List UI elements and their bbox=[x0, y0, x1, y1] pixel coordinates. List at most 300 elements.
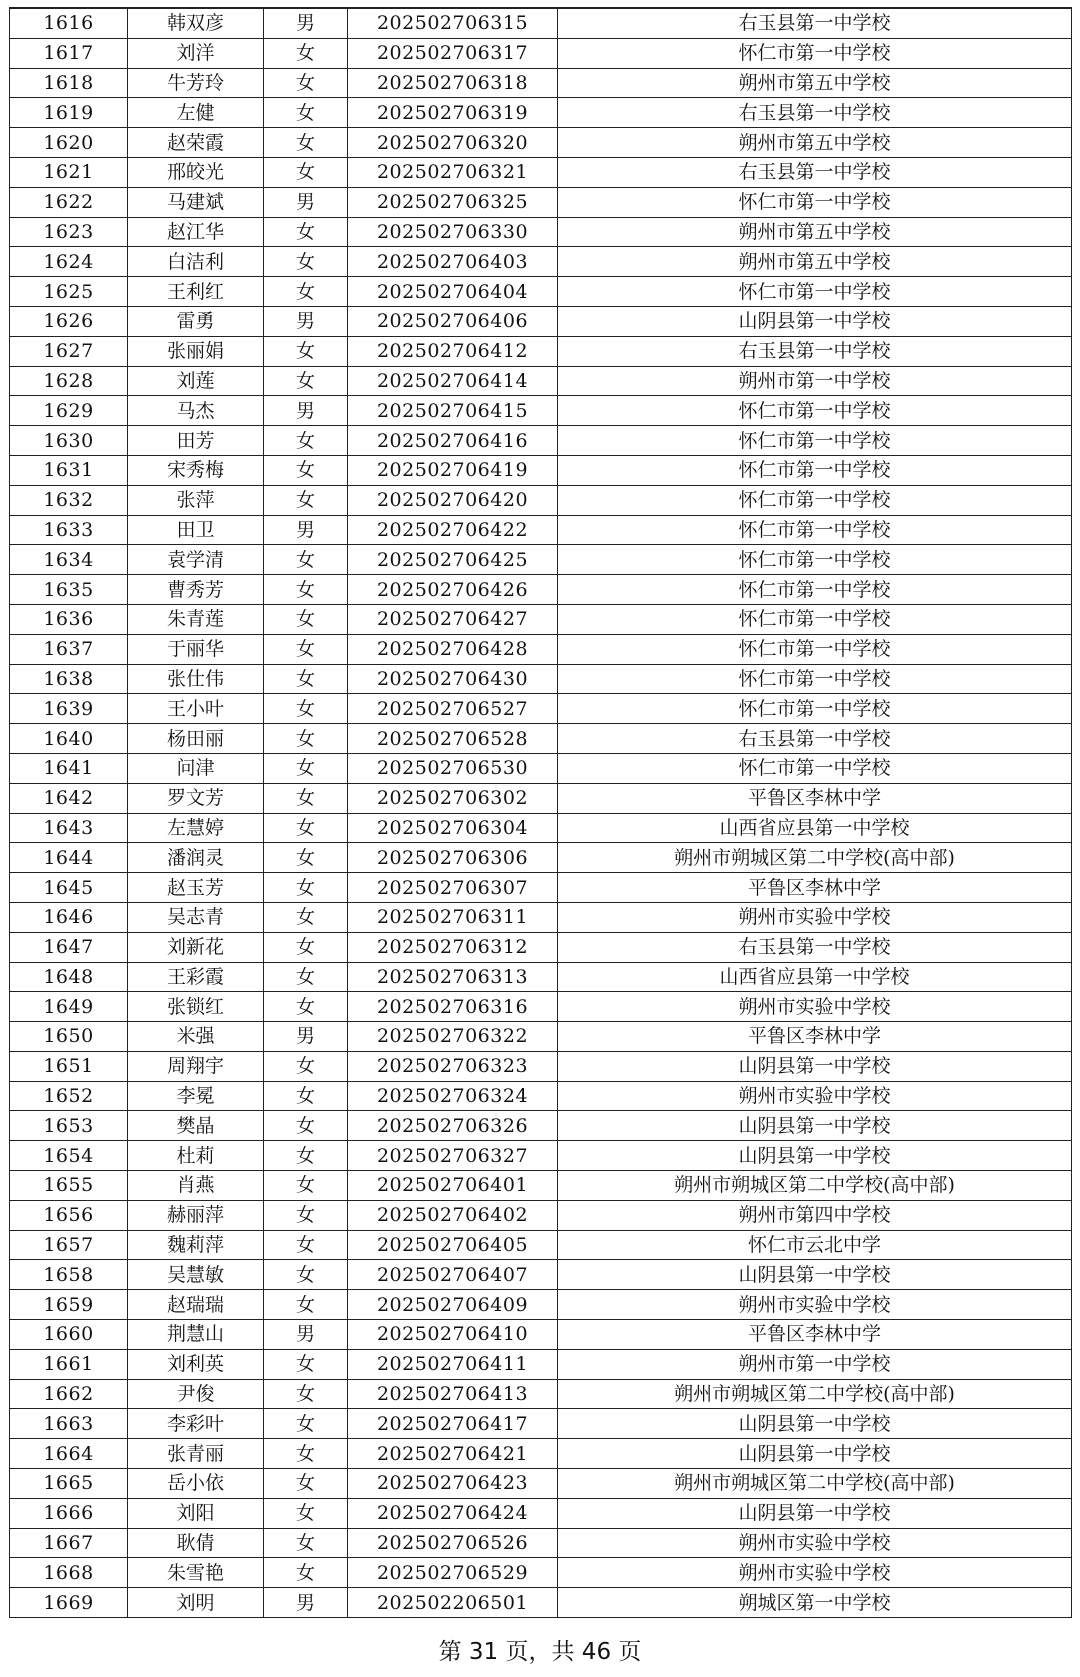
gender-cell: 女 bbox=[264, 1379, 348, 1409]
gender-cell: 女 bbox=[264, 545, 348, 575]
school-cell: 怀仁市第一中学校 bbox=[558, 604, 1072, 634]
name-cell: 荆慧山 bbox=[128, 1320, 264, 1350]
exam-id-cell: 202502706428 bbox=[348, 634, 558, 664]
gender-cell: 女 bbox=[264, 1409, 348, 1439]
table-row bbox=[10, 1320, 1072, 1350]
school-cell: 平鲁区李林中学 bbox=[558, 873, 1072, 903]
gender-cell: 女 bbox=[264, 455, 348, 485]
school-cell: 怀仁市第一中学校 bbox=[558, 455, 1072, 485]
table-row bbox=[10, 396, 1072, 426]
name-cell: 雷勇 bbox=[128, 306, 264, 336]
exam-id-cell: 202502706324 bbox=[348, 1081, 558, 1111]
seq-number-cell: 1623 bbox=[10, 217, 128, 247]
seq-number-cell: 1627 bbox=[10, 336, 128, 366]
school-cell: 山阴县第一中学校 bbox=[558, 306, 1072, 336]
seq-number-cell: 1647 bbox=[10, 932, 128, 962]
school-cell: 山阴县第一中学校 bbox=[558, 1141, 1072, 1171]
school-cell: 怀仁市云北中学 bbox=[558, 1230, 1072, 1260]
gender-cell: 男 bbox=[264, 1320, 348, 1350]
gender-cell: 女 bbox=[264, 1230, 348, 1260]
table-row bbox=[10, 724, 1072, 754]
school-cell: 平鲁区李林中学 bbox=[558, 1022, 1072, 1052]
exam-id-cell: 202502706307 bbox=[348, 873, 558, 903]
table-row bbox=[10, 753, 1072, 783]
school-cell: 朔州市第一中学校 bbox=[558, 1349, 1072, 1379]
school-cell: 怀仁市第一中学校 bbox=[558, 187, 1072, 217]
school-cell: 右玉县第一中学校 bbox=[558, 8, 1072, 38]
name-cell: 袁学清 bbox=[128, 545, 264, 575]
table-row bbox=[10, 1230, 1072, 1260]
gender-cell: 女 bbox=[264, 1111, 348, 1141]
table-row bbox=[10, 575, 1072, 605]
exam-id-cell: 202502706416 bbox=[348, 426, 558, 456]
school-cell: 山西省应县第一中学校 bbox=[558, 962, 1072, 992]
name-cell: 樊晶 bbox=[128, 1111, 264, 1141]
table-row bbox=[10, 98, 1072, 128]
exam-id-cell: 202502706403 bbox=[348, 247, 558, 277]
name-cell: 马杰 bbox=[128, 396, 264, 426]
school-cell: 朔州市第四中学校 bbox=[558, 1200, 1072, 1230]
table-row bbox=[10, 455, 1072, 485]
school-cell: 怀仁市第一中学校 bbox=[558, 426, 1072, 456]
seq-number-cell: 1626 bbox=[10, 306, 128, 336]
seq-number-cell: 1656 bbox=[10, 1200, 128, 1230]
gender-cell: 女 bbox=[264, 366, 348, 396]
school-cell: 朔州市实验中学校 bbox=[558, 902, 1072, 932]
table-row bbox=[10, 1588, 1072, 1618]
roster-table-body bbox=[10, 8, 1072, 1618]
seq-number-cell: 1635 bbox=[10, 575, 128, 605]
table-row bbox=[10, 545, 1072, 575]
school-cell: 怀仁市第一中学校 bbox=[558, 38, 1072, 68]
exam-id-cell: 202502706423 bbox=[348, 1469, 558, 1499]
exam-id-cell: 202502706414 bbox=[348, 366, 558, 396]
name-cell: 左健 bbox=[128, 98, 264, 128]
table-row bbox=[10, 664, 1072, 694]
gender-cell: 女 bbox=[264, 247, 348, 277]
gender-cell: 女 bbox=[264, 1290, 348, 1320]
seq-number-cell: 1664 bbox=[10, 1439, 128, 1469]
school-cell: 怀仁市第一中学校 bbox=[558, 575, 1072, 605]
school-cell: 右玉县第一中学校 bbox=[558, 157, 1072, 187]
seq-number-cell: 1629 bbox=[10, 396, 128, 426]
name-cell: 王彩霞 bbox=[128, 962, 264, 992]
gender-cell: 男 bbox=[264, 396, 348, 426]
seq-number-cell: 1648 bbox=[10, 962, 128, 992]
exam-id-cell: 202502706320 bbox=[348, 128, 558, 158]
school-cell: 右玉县第一中学校 bbox=[558, 932, 1072, 962]
exam-id-cell: 202502706323 bbox=[348, 1051, 558, 1081]
table-row bbox=[10, 277, 1072, 307]
exam-id-cell: 202502706420 bbox=[348, 485, 558, 515]
seq-number-cell: 1666 bbox=[10, 1498, 128, 1528]
seq-number-cell: 1638 bbox=[10, 664, 128, 694]
school-cell: 朔州市实验中学校 bbox=[558, 1528, 1072, 1558]
table-row bbox=[10, 187, 1072, 217]
exam-id-cell: 202502706526 bbox=[348, 1528, 558, 1558]
table-row bbox=[10, 1528, 1072, 1558]
roster-page bbox=[9, 7, 1071, 1618]
name-cell: 赫丽萍 bbox=[128, 1200, 264, 1230]
table-row bbox=[10, 1022, 1072, 1052]
exam-id-cell: 202502706322 bbox=[348, 1022, 558, 1052]
name-cell: 刘明 bbox=[128, 1588, 264, 1618]
gender-cell: 女 bbox=[264, 1439, 348, 1469]
school-cell: 怀仁市第一中学校 bbox=[558, 753, 1072, 783]
seq-number-cell: 1657 bbox=[10, 1230, 128, 1260]
exam-id-cell: 202502706527 bbox=[348, 694, 558, 724]
name-cell: 耿倩 bbox=[128, 1528, 264, 1558]
name-cell: 杜莉 bbox=[128, 1141, 264, 1171]
exam-id-cell: 202502706529 bbox=[348, 1558, 558, 1588]
table-row bbox=[10, 1200, 1072, 1230]
name-cell: 马建斌 bbox=[128, 187, 264, 217]
seq-number-cell: 1625 bbox=[10, 277, 128, 307]
school-cell: 山阴县第一中学校 bbox=[558, 1051, 1072, 1081]
seq-number-cell: 1631 bbox=[10, 455, 128, 485]
exam-id-cell: 202502706312 bbox=[348, 932, 558, 962]
school-cell: 朔州市第一中学校 bbox=[558, 366, 1072, 396]
exam-id-cell: 202502706427 bbox=[348, 604, 558, 634]
seq-number-cell: 1655 bbox=[10, 1171, 128, 1201]
school-cell: 朔州市第五中学校 bbox=[558, 68, 1072, 98]
gender-cell: 女 bbox=[264, 485, 348, 515]
seq-number-cell: 1643 bbox=[10, 813, 128, 843]
school-cell: 平鲁区李林中学 bbox=[558, 1320, 1072, 1350]
name-cell: 张萍 bbox=[128, 485, 264, 515]
seq-number-cell: 1622 bbox=[10, 187, 128, 217]
seq-number-cell: 1652 bbox=[10, 1081, 128, 1111]
school-cell: 山阴县第一中学校 bbox=[558, 1409, 1072, 1439]
roster-table bbox=[9, 7, 1072, 1618]
exam-id-cell: 202502706404 bbox=[348, 277, 558, 307]
school-cell: 怀仁市第一中学校 bbox=[558, 396, 1072, 426]
seq-number-cell: 1624 bbox=[10, 247, 128, 277]
school-cell: 怀仁市第一中学校 bbox=[558, 634, 1072, 664]
gender-cell: 女 bbox=[264, 1260, 348, 1290]
seq-number-cell: 1669 bbox=[10, 1588, 128, 1618]
exam-id-cell: 202502706419 bbox=[348, 455, 558, 485]
school-cell: 山阴县第一中学校 bbox=[558, 1498, 1072, 1528]
seq-number-cell: 1668 bbox=[10, 1558, 128, 1588]
seq-number-cell: 1649 bbox=[10, 992, 128, 1022]
gender-cell: 女 bbox=[264, 783, 348, 813]
school-cell: 右玉县第一中学校 bbox=[558, 724, 1072, 754]
table-row bbox=[10, 515, 1072, 545]
seq-number-cell: 1642 bbox=[10, 783, 128, 813]
name-cell: 刘新花 bbox=[128, 932, 264, 962]
school-cell: 怀仁市第一中学校 bbox=[558, 485, 1072, 515]
table-row bbox=[10, 932, 1072, 962]
seq-number-cell: 1633 bbox=[10, 515, 128, 545]
name-cell: 韩双彦 bbox=[128, 8, 264, 38]
name-cell: 王利红 bbox=[128, 277, 264, 307]
gender-cell: 女 bbox=[264, 98, 348, 128]
table-row bbox=[10, 247, 1072, 277]
school-cell: 朔州市实验中学校 bbox=[558, 1290, 1072, 1320]
seq-number-cell: 1660 bbox=[10, 1320, 128, 1350]
exam-id-cell: 202502706415 bbox=[348, 396, 558, 426]
exam-id-cell: 202502706409 bbox=[348, 1290, 558, 1320]
name-cell: 吴慧敏 bbox=[128, 1260, 264, 1290]
gender-cell: 女 bbox=[264, 128, 348, 158]
seq-number-cell: 1645 bbox=[10, 873, 128, 903]
table-row bbox=[10, 992, 1072, 1022]
name-cell: 魏莉萍 bbox=[128, 1230, 264, 1260]
name-cell: 李彩叶 bbox=[128, 1409, 264, 1439]
gender-cell: 男 bbox=[264, 515, 348, 545]
exam-id-cell: 202502706528 bbox=[348, 724, 558, 754]
exam-id-cell: 202502706330 bbox=[348, 217, 558, 247]
exam-id-cell: 202502706410 bbox=[348, 1320, 558, 1350]
table-row bbox=[10, 485, 1072, 515]
name-cell: 潘润灵 bbox=[128, 843, 264, 873]
exam-id-cell: 202502706402 bbox=[348, 1200, 558, 1230]
table-row bbox=[10, 873, 1072, 903]
seq-number-cell: 1628 bbox=[10, 366, 128, 396]
exam-id-cell: 202502706321 bbox=[348, 157, 558, 187]
seq-number-cell: 1661 bbox=[10, 1349, 128, 1379]
gender-cell: 女 bbox=[264, 813, 348, 843]
table-row bbox=[10, 604, 1072, 634]
table-row bbox=[10, 38, 1072, 68]
exam-id-cell: 202502706304 bbox=[348, 813, 558, 843]
exam-id-cell: 202502706417 bbox=[348, 1409, 558, 1439]
name-cell: 朱青莲 bbox=[128, 604, 264, 634]
gender-cell: 女 bbox=[264, 426, 348, 456]
table-row bbox=[10, 8, 1072, 38]
exam-id-cell: 202502706319 bbox=[348, 98, 558, 128]
gender-cell: 女 bbox=[264, 1200, 348, 1230]
table-row bbox=[10, 336, 1072, 366]
table-row bbox=[10, 217, 1072, 247]
gender-cell: 女 bbox=[264, 277, 348, 307]
gender-cell: 女 bbox=[264, 1498, 348, 1528]
school-cell: 朔州市实验中学校 bbox=[558, 1558, 1072, 1588]
exam-id-cell: 202502706412 bbox=[348, 336, 558, 366]
exam-id-cell: 202502706426 bbox=[348, 575, 558, 605]
gender-cell: 男 bbox=[264, 1022, 348, 1052]
gender-cell: 男 bbox=[264, 1588, 348, 1618]
gender-cell: 女 bbox=[264, 1051, 348, 1081]
name-cell: 岳小依 bbox=[128, 1469, 264, 1499]
school-cell: 山阴县第一中学校 bbox=[558, 1439, 1072, 1469]
name-cell: 赵荣霞 bbox=[128, 128, 264, 158]
seq-number-cell: 1658 bbox=[10, 1260, 128, 1290]
name-cell: 赵玉芳 bbox=[128, 873, 264, 903]
exam-id-cell: 202502706406 bbox=[348, 306, 558, 336]
name-cell: 曹秀芳 bbox=[128, 575, 264, 605]
table-row bbox=[10, 1051, 1072, 1081]
name-cell: 田芳 bbox=[128, 426, 264, 456]
gender-cell: 女 bbox=[264, 336, 348, 366]
seq-number-cell: 1616 bbox=[10, 8, 128, 38]
name-cell: 王小叶 bbox=[128, 694, 264, 724]
exam-id-cell: 202502706401 bbox=[348, 1171, 558, 1201]
school-cell: 朔州市朔城区第二中学校(高中部) bbox=[558, 1171, 1072, 1201]
school-cell: 朔州市第五中学校 bbox=[558, 217, 1072, 247]
gender-cell: 女 bbox=[264, 873, 348, 903]
exam-id-cell: 202502706405 bbox=[348, 1230, 558, 1260]
name-cell: 米强 bbox=[128, 1022, 264, 1052]
page-footer: 第 31 页，共 46 页 bbox=[438, 1639, 642, 1665]
school-cell: 朔州市第五中学校 bbox=[558, 247, 1072, 277]
seq-number-cell: 1621 bbox=[10, 157, 128, 187]
seq-number-cell: 1663 bbox=[10, 1409, 128, 1439]
table-row bbox=[10, 1290, 1072, 1320]
exam-id-cell: 202502706411 bbox=[348, 1349, 558, 1379]
school-cell: 朔州市实验中学校 bbox=[558, 1081, 1072, 1111]
gender-cell: 女 bbox=[264, 604, 348, 634]
name-cell: 邢皎光 bbox=[128, 157, 264, 187]
exam-id-cell: 202502706430 bbox=[348, 664, 558, 694]
table-row bbox=[10, 783, 1072, 813]
table-row bbox=[10, 1498, 1072, 1528]
gender-cell: 女 bbox=[264, 634, 348, 664]
school-cell: 怀仁市第一中学校 bbox=[558, 515, 1072, 545]
school-cell: 朔州市朔城区第二中学校(高中部) bbox=[558, 1379, 1072, 1409]
seq-number-cell: 1620 bbox=[10, 128, 128, 158]
seq-number-cell: 1617 bbox=[10, 38, 128, 68]
school-cell: 朔州市第五中学校 bbox=[558, 128, 1072, 158]
school-cell: 朔城区第一中学校 bbox=[558, 1588, 1072, 1618]
name-cell: 田卫 bbox=[128, 515, 264, 545]
exam-id-cell: 202502706306 bbox=[348, 843, 558, 873]
seq-number-cell: 1636 bbox=[10, 604, 128, 634]
name-cell: 赵江华 bbox=[128, 217, 264, 247]
exam-id-cell: 202502706316 bbox=[348, 992, 558, 1022]
school-cell: 山西省应县第一中学校 bbox=[558, 813, 1072, 843]
seq-number-cell: 1634 bbox=[10, 545, 128, 575]
exam-id-cell: 202502706413 bbox=[348, 1379, 558, 1409]
table-row bbox=[10, 306, 1072, 336]
name-cell: 左慧婷 bbox=[128, 813, 264, 843]
name-cell: 赵瑞瑞 bbox=[128, 1290, 264, 1320]
exam-id-cell: 202502706425 bbox=[348, 545, 558, 575]
table-row bbox=[10, 813, 1072, 843]
school-cell: 怀仁市第一中学校 bbox=[558, 277, 1072, 307]
exam-id-cell: 202502706326 bbox=[348, 1111, 558, 1141]
table-row bbox=[10, 1141, 1072, 1171]
school-cell: 朔州市实验中学校 bbox=[558, 992, 1072, 1022]
gender-cell: 女 bbox=[264, 68, 348, 98]
gender-cell: 女 bbox=[264, 992, 348, 1022]
table-row bbox=[10, 634, 1072, 664]
table-row bbox=[10, 68, 1072, 98]
name-cell: 刘莲 bbox=[128, 366, 264, 396]
name-cell: 尹俊 bbox=[128, 1379, 264, 1409]
table-row bbox=[10, 1081, 1072, 1111]
exam-id-cell: 202502706422 bbox=[348, 515, 558, 545]
table-row bbox=[10, 1469, 1072, 1499]
name-cell: 张仕伟 bbox=[128, 664, 264, 694]
name-cell: 肖燕 bbox=[128, 1171, 264, 1201]
name-cell: 刘阳 bbox=[128, 1498, 264, 1528]
exam-id-cell: 202502706315 bbox=[348, 8, 558, 38]
gender-cell: 女 bbox=[264, 38, 348, 68]
exam-id-cell: 202502706421 bbox=[348, 1439, 558, 1469]
gender-cell: 男 bbox=[264, 8, 348, 38]
gender-cell: 女 bbox=[264, 1469, 348, 1499]
gender-cell: 男 bbox=[264, 187, 348, 217]
name-cell: 吴志青 bbox=[128, 902, 264, 932]
exam-id-cell: 202502706424 bbox=[348, 1498, 558, 1528]
school-cell: 怀仁市第一中学校 bbox=[558, 664, 1072, 694]
gender-cell: 女 bbox=[264, 1528, 348, 1558]
name-cell: 牛芳玲 bbox=[128, 68, 264, 98]
exam-id-cell: 202502706317 bbox=[348, 38, 558, 68]
seq-number-cell: 1640 bbox=[10, 724, 128, 754]
exam-id-cell: 202502706407 bbox=[348, 1260, 558, 1290]
exam-id-cell: 202502706325 bbox=[348, 187, 558, 217]
seq-number-cell: 1641 bbox=[10, 753, 128, 783]
name-cell: 李冕 bbox=[128, 1081, 264, 1111]
gender-cell: 女 bbox=[264, 932, 348, 962]
table-row bbox=[10, 1558, 1072, 1588]
name-cell: 杨田丽 bbox=[128, 724, 264, 754]
table-row bbox=[10, 1409, 1072, 1439]
gender-cell: 女 bbox=[264, 157, 348, 187]
gender-cell: 女 bbox=[264, 217, 348, 247]
school-cell: 怀仁市第一中学校 bbox=[558, 694, 1072, 724]
seq-number-cell: 1654 bbox=[10, 1141, 128, 1171]
table-row bbox=[10, 128, 1072, 158]
name-cell: 张锁红 bbox=[128, 992, 264, 1022]
table-row bbox=[10, 366, 1072, 396]
table-row bbox=[10, 1349, 1072, 1379]
seq-number-cell: 1630 bbox=[10, 426, 128, 456]
table-row bbox=[10, 1439, 1072, 1469]
gender-cell: 男 bbox=[264, 306, 348, 336]
seq-number-cell: 1662 bbox=[10, 1379, 128, 1409]
name-cell: 白洁利 bbox=[128, 247, 264, 277]
table-row bbox=[10, 843, 1072, 873]
school-cell: 怀仁市第一中学校 bbox=[558, 545, 1072, 575]
gender-cell: 女 bbox=[264, 664, 348, 694]
seq-number-cell: 1619 bbox=[10, 98, 128, 128]
gender-cell: 女 bbox=[264, 962, 348, 992]
name-cell: 问津 bbox=[128, 753, 264, 783]
gender-cell: 女 bbox=[264, 575, 348, 605]
gender-cell: 女 bbox=[264, 843, 348, 873]
name-cell: 于丽华 bbox=[128, 634, 264, 664]
table-row bbox=[10, 1379, 1072, 1409]
school-cell: 山阴县第一中学校 bbox=[558, 1111, 1072, 1141]
seq-number-cell: 1650 bbox=[10, 1022, 128, 1052]
school-cell: 朔州市朔城区第二中学校(高中部) bbox=[558, 843, 1072, 873]
exam-id-cell: 202502706311 bbox=[348, 902, 558, 932]
table-row bbox=[10, 1260, 1072, 1290]
seq-number-cell: 1644 bbox=[10, 843, 128, 873]
gender-cell: 女 bbox=[264, 1171, 348, 1201]
seq-number-cell: 1659 bbox=[10, 1290, 128, 1320]
gender-cell: 女 bbox=[264, 753, 348, 783]
name-cell: 张丽娟 bbox=[128, 336, 264, 366]
table-row bbox=[10, 902, 1072, 932]
seq-number-cell: 1618 bbox=[10, 68, 128, 98]
seq-number-cell: 1667 bbox=[10, 1528, 128, 1558]
exam-id-cell: 202502706313 bbox=[348, 962, 558, 992]
seq-number-cell: 1632 bbox=[10, 485, 128, 515]
exam-id-cell: 202502706530 bbox=[348, 753, 558, 783]
name-cell: 张青丽 bbox=[128, 1439, 264, 1469]
name-cell: 宋秀梅 bbox=[128, 455, 264, 485]
school-cell: 右玉县第一中学校 bbox=[558, 98, 1072, 128]
name-cell: 朱雪艳 bbox=[128, 1558, 264, 1588]
gender-cell: 女 bbox=[264, 724, 348, 754]
table-row bbox=[10, 157, 1072, 187]
name-cell: 刘洋 bbox=[128, 38, 264, 68]
